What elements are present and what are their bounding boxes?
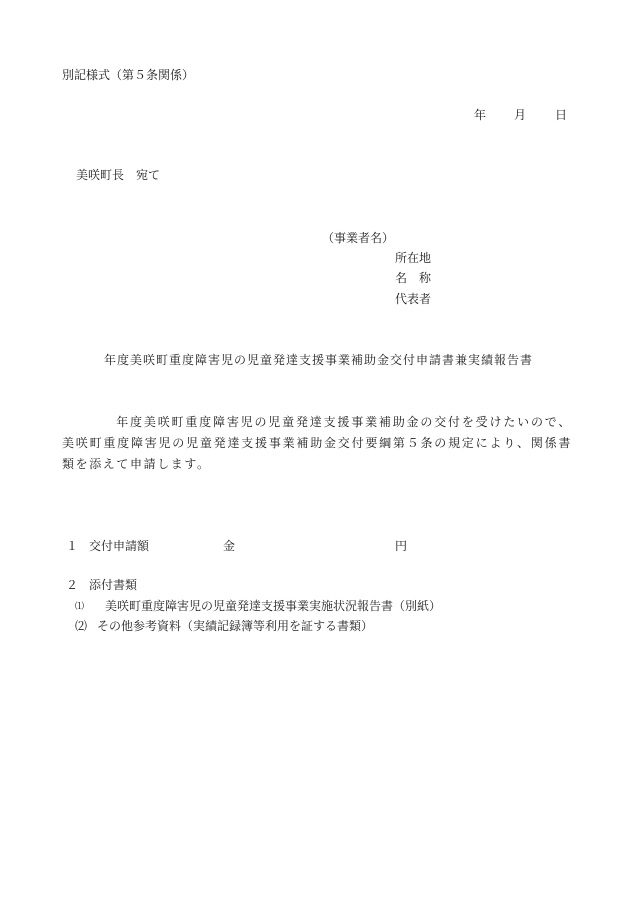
attachment-1-marker: ⑴	[75, 602, 85, 612]
addressee: 美咲町長 宛て	[76, 168, 161, 182]
document-title: 年度美咲町重度障害児の児童発達支援事業補助金交付申請書兼実績報告書	[104, 353, 534, 367]
body-paragraph	[62, 412, 572, 475]
attachment-1-text: 美咲町重度障害児の児童発達支援事業実施状況報告書（別紙）	[105, 599, 442, 613]
applicant-heading: （事業者名）	[322, 231, 395, 245]
item-2-number: ２	[66, 578, 79, 592]
item-1-number: １	[66, 539, 79, 553]
item-1-label: 交付申請額	[89, 539, 150, 553]
applicant-name-label: 名 称	[395, 271, 432, 285]
attachment-2-text: その他参考資料（実績記録簿等利用を証する書類）	[97, 619, 374, 633]
attachment-2-marker: ⑵	[75, 619, 88, 633]
date-day-label: 日	[555, 108, 568, 122]
applicant-address-label: 所在地	[395, 251, 432, 265]
item-2-label: 添付書類	[89, 578, 138, 592]
date-month-label: 月	[514, 108, 527, 122]
applicant-representative-label: 代表者	[395, 292, 432, 306]
form-label: 別記様式（第５条関係）	[62, 68, 195, 82]
amount-prefix: 金	[223, 539, 236, 553]
body-text: 年度美咲町重度障害児の児童発達支援事業補助金の交付を受けたいので、美咲町重度障害児の児童発達支援事業補助金交付要綱第５条の規定により、関係書類を添えて申請します。	[62, 415, 572, 471]
date-year-label: 年	[474, 108, 487, 122]
amount-unit: 円	[395, 539, 408, 553]
